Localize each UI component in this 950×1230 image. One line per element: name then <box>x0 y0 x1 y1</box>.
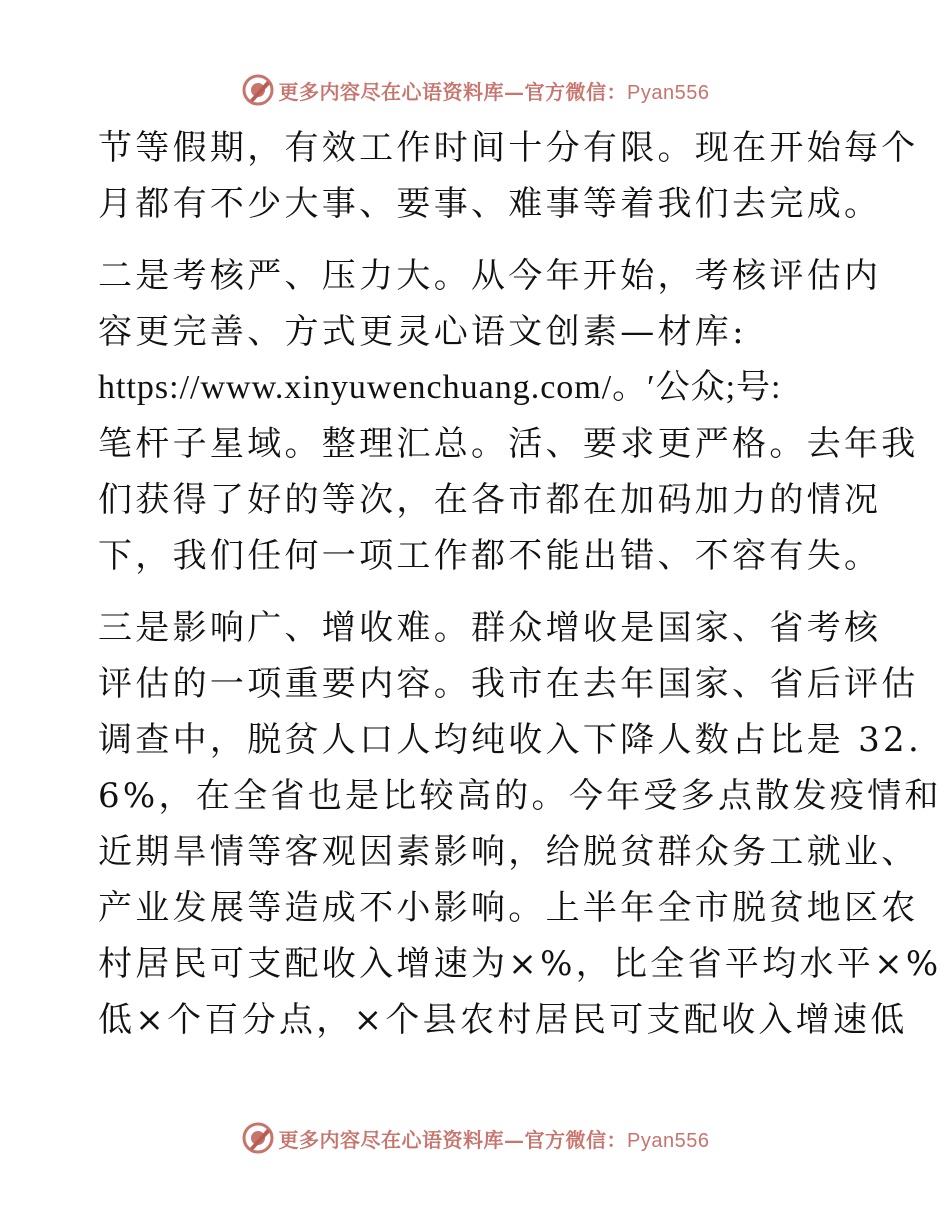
body-line: 二是考核严、压力大。从今年开始，考核评估内 <box>98 256 882 296</box>
header-banner <box>0 70 950 110</box>
brand-logo-icon <box>241 73 275 107</box>
body-line: 月都有不少大事、要事、难事等着我们去完成。 <box>98 184 882 224</box>
body-line: 节等假期，有效工作时间十分有限。现在开始每个 <box>98 128 919 168</box>
body-line: 评估的一项重要内容。我市在去年国家、省后评估 <box>98 664 919 704</box>
header-wechat-id: Pyan556 <box>627 81 710 104</box>
body-line: 村居民可支配收入增速为×%，比全省平均水平×% <box>98 944 942 984</box>
body-line: 6%，在全省也是比较高的。今年受多点散发疫情和 <box>98 776 942 816</box>
body-line: 低×个百分点，×个县农村居民可支配收入增速低 <box>98 1000 908 1040</box>
body-line: 三是影响广、增收难。群众增收是国家、省考核 <box>98 608 882 648</box>
footer-banner-label: 更多内容尽在心语资料库—官方微信：Pyan556 <box>278 1127 710 1152</box>
document-body <box>98 120 942 1048</box>
brand-logo-icon <box>241 1121 275 1155</box>
body-line: 容更完善、方式更灵心语文创素—材库: <box>98 312 747 352</box>
footer-wechat-id: Pyan556 <box>627 1129 710 1152</box>
footer-banner <box>0 1118 950 1158</box>
body-line: 下，我们任何一项工作都不能出错、不容有失。 <box>98 536 882 576</box>
body-line-url: https://www.xinyuwenchuang.com/。′公众;号: <box>98 369 782 406</box>
body-line: 近期旱情等客观因素影响，给脱贫群众务工就业、 <box>98 832 919 872</box>
body-line: 们获得了好的等次，在各市都在加码加力的情况 <box>98 480 882 520</box>
body-line: 笔杆子星域。整理汇总。活、要求更严格。去年我 <box>98 424 919 464</box>
body-line: 产业发展等造成不小影响。上半年全市脱贫地区农 <box>98 888 919 928</box>
body-line: 调查中，脱贫人口人均纯收入下降人数占比是 32. <box>98 720 923 760</box>
header-banner-label: 更多内容尽在心语资料库—官方微信：Pyan556 <box>278 79 710 104</box>
